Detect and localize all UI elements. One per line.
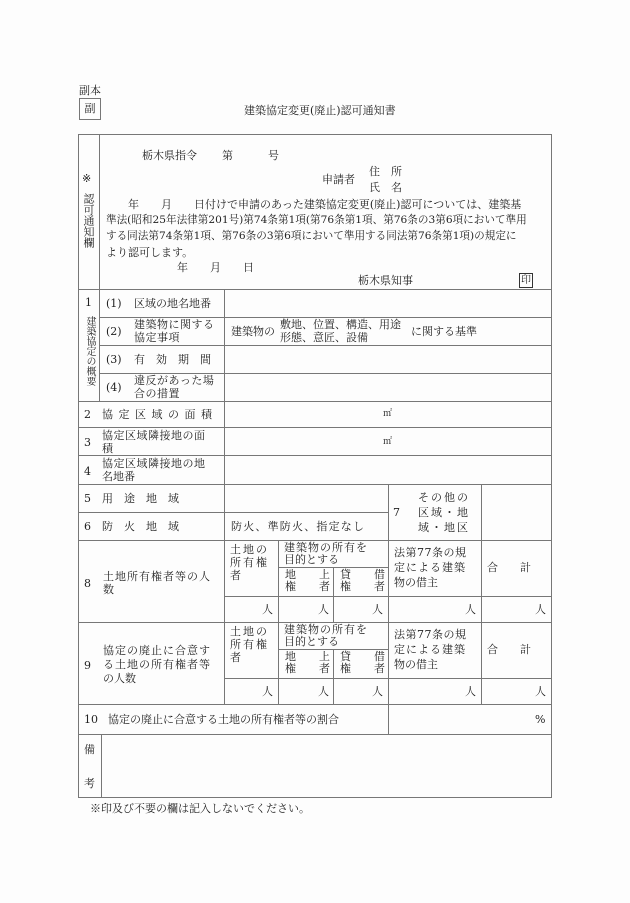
notice-date: 年 月 日 bbox=[177, 261, 254, 274]
hdr8-lease-1: 貸 借 bbox=[340, 568, 391, 581]
row9-unit-land: 人 bbox=[262, 685, 273, 698]
row7-label-3: 域・地区 bbox=[418, 521, 470, 534]
notice-body-1: 年 月 日付けで申請のあった建築協定変更(廃止)認可については、建築基 bbox=[106, 198, 522, 211]
hdr9-land-owner-1: 土地の bbox=[230, 625, 269, 638]
remarks-label-2: 考 bbox=[84, 777, 95, 790]
hdr8-building-purpose-2: 目的とする bbox=[284, 553, 339, 566]
hdr8-lease-2: 権 者 bbox=[340, 580, 391, 593]
row3-label-1: 協定区域隣接地の面 bbox=[102, 429, 206, 442]
copy-box: 副 bbox=[79, 98, 101, 120]
row9-unit-lease: 人 bbox=[372, 685, 383, 698]
hdr8-building-purpose-1: 建築物の所有を bbox=[284, 541, 368, 554]
hdr9-building-purpose-1: 建築物の所有を bbox=[284, 623, 368, 636]
hdr9-art77-3: 物の借主 bbox=[394, 658, 438, 671]
hdr8-superficies-1: 地 上 bbox=[285, 568, 336, 581]
fire-zone-options: 防火、準防火、指定なし bbox=[231, 520, 366, 533]
item2-prefix: 建築物の bbox=[231, 325, 275, 338]
page-title: 建築協定変更(廃止)認可通知書 bbox=[244, 104, 396, 117]
item4-label: 違反があった場合の措置 bbox=[134, 374, 215, 400]
row3-label-2: 積 bbox=[102, 442, 113, 455]
row8-unit-superficies: 人 bbox=[318, 603, 329, 616]
row9-unit-art77: 人 bbox=[465, 685, 476, 698]
row9-label-1: 協定の廃止に合意す bbox=[103, 644, 211, 657]
name-label: 氏 名 bbox=[369, 181, 402, 194]
copy-label: 副本 bbox=[79, 84, 101, 97]
order-dai: 第 bbox=[222, 149, 233, 162]
hdr8-art77-2: 定による建築 bbox=[394, 561, 466, 574]
row2-label: 協 定 区 域 の 面 積 bbox=[102, 408, 213, 421]
row10-label: 協定の廃止に合意する土地の所有権者等の割合 bbox=[108, 713, 339, 726]
item4-num: (4) bbox=[106, 381, 122, 394]
row9-label-3: の人数 bbox=[103, 672, 136, 685]
row9-num: 9 bbox=[84, 659, 91, 672]
row6-label: 防 火 地 域 bbox=[102, 520, 179, 533]
hdr8-land-owner-2: 所有権 bbox=[230, 556, 269, 569]
row8-num: 8 bbox=[84, 577, 91, 590]
row8-label-1: 土地所有権者等の人 bbox=[103, 570, 211, 583]
row4-num: 4 bbox=[84, 465, 91, 478]
remarks-label-1: 備 bbox=[84, 743, 95, 756]
row2-num: 2 bbox=[84, 408, 91, 421]
row4-label-2: 名地番 bbox=[102, 470, 135, 483]
row7-label-2: 区域・地 bbox=[418, 506, 470, 519]
hdr8-total: 合 計 bbox=[487, 561, 531, 574]
row10-unit: % bbox=[535, 713, 546, 726]
seal-mark: 印 bbox=[521, 275, 531, 286]
footnote: ※印及び不要の欄は記入しないでください。 bbox=[90, 802, 310, 815]
address-label: 住 所 bbox=[369, 165, 402, 178]
row5-num: 5 bbox=[84, 492, 91, 505]
row5-label: 用 途 地 域 bbox=[102, 492, 179, 505]
item3-label: 有 効 期 間 bbox=[134, 353, 211, 366]
row8-unit-total: 人 bbox=[535, 603, 546, 616]
governor: 栃木県知事 bbox=[358, 274, 413, 287]
row9-unit-superficies: 人 bbox=[318, 685, 329, 698]
order-prefix: 栃木県指令 bbox=[142, 149, 197, 162]
item1-num: (1) bbox=[106, 297, 122, 310]
hdr8-land-owner-1: 土地の bbox=[230, 543, 269, 556]
item2-line2: 形態、意匠、設備 bbox=[280, 331, 368, 344]
row3-num: 3 bbox=[84, 436, 91, 449]
row9-unit-total: 人 bbox=[535, 685, 546, 698]
hdr9-art77-2: 定による建築 bbox=[394, 643, 466, 656]
item2-line1: 敷地、位置、構造、用途 bbox=[280, 318, 401, 331]
row8-unit-art77: 人 bbox=[465, 603, 476, 616]
row10-num: 10 bbox=[84, 713, 98, 726]
notice-side-label: 認可通知欄 bbox=[82, 193, 95, 248]
hdr8-art77-3: 物の借主 bbox=[394, 576, 438, 589]
hdr9-superficies-1: 地 上 bbox=[285, 650, 336, 663]
hdr9-total: 合 計 bbox=[487, 643, 531, 656]
item3-num: (3) bbox=[106, 353, 122, 366]
hdr9-land-owner-2: 所有権 bbox=[230, 638, 269, 651]
applicant-label: 申請者 bbox=[322, 173, 355, 186]
row9-label-2: る土地の所有権者等 bbox=[103, 658, 211, 671]
hdr8-superficies-2: 権 者 bbox=[285, 580, 336, 593]
row4-label-1: 協定区域隣接地の地 bbox=[102, 457, 206, 470]
notice-body-3: する同法第74条第1項、第76条の3第6項において準用する同法第76条第1項)の規定に bbox=[106, 230, 517, 242]
hdr9-lease-2: 権 者 bbox=[340, 662, 391, 675]
hdr8-land-owner-3: 者 bbox=[230, 569, 241, 582]
row7-num: 7 bbox=[393, 506, 400, 519]
row8-label-2: 数 bbox=[103, 583, 114, 596]
hdr9-superficies-2: 権 者 bbox=[285, 662, 336, 675]
item1-label: 区域の地名地番 bbox=[134, 297, 211, 310]
item2-suffix: に関する基準 bbox=[411, 325, 477, 338]
item2-num: (2) bbox=[106, 325, 122, 338]
row2-unit: ㎡ bbox=[383, 409, 393, 419]
order-go: 号 bbox=[268, 149, 279, 162]
row8-unit-land: 人 bbox=[262, 603, 273, 616]
hdr9-art77-1: 法第77条の規 bbox=[394, 628, 467, 641]
notice-body-2: 準法(昭和25年法律第201号)第74条第1項(第76条第1項、第76条の3第6項において準用 bbox=[106, 214, 527, 226]
item2-label: 建築物に関する協定事項 bbox=[134, 318, 215, 344]
remarks-field[interactable] bbox=[103, 736, 550, 796]
section1-number: 1 bbox=[85, 296, 92, 309]
hdr9-lease-1: 貸 借 bbox=[340, 650, 391, 663]
row6-num: 6 bbox=[84, 520, 91, 533]
row7-label-1: その他の bbox=[418, 491, 470, 504]
notice-body-4: より認可します。 bbox=[106, 246, 194, 259]
hdr9-building-purpose-2: 目的とする bbox=[284, 635, 339, 648]
notice-mark: ※ bbox=[82, 172, 92, 185]
section1-label: 建築協定の概要 bbox=[84, 316, 95, 386]
hdr8-art77-1: 法第77条の規 bbox=[394, 546, 467, 559]
hdr9-land-owner-3: 者 bbox=[230, 651, 241, 664]
row8-unit-lease: 人 bbox=[372, 603, 383, 616]
row3-unit: ㎡ bbox=[383, 437, 393, 447]
